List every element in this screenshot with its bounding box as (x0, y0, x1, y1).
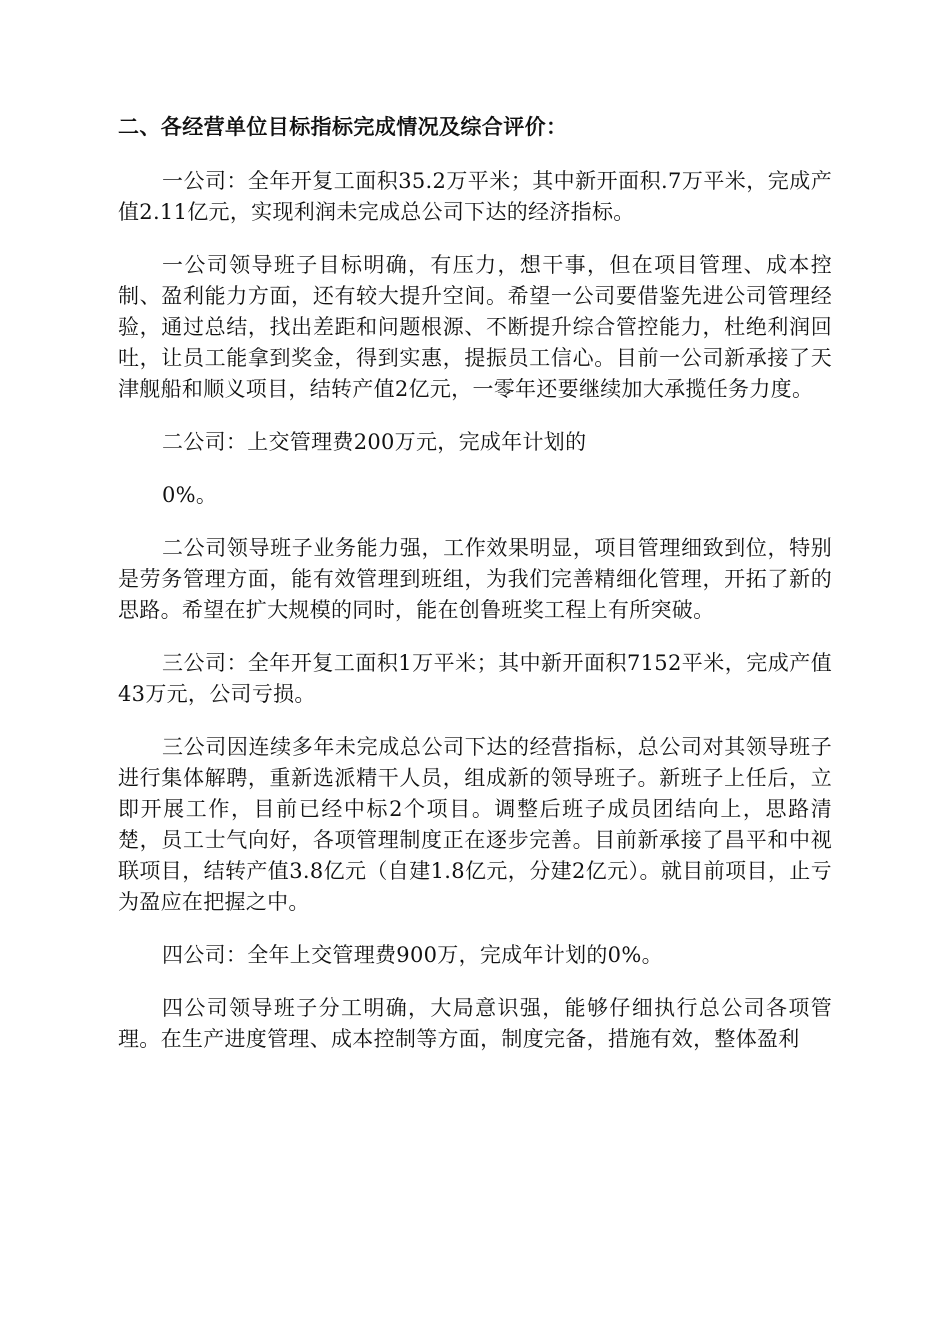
section-heading: 二、各经营单位目标指标完成情况及综合评价： (118, 115, 568, 139)
paragraph-company-4-summary: 四公司：全年上交管理费900万，完成年计划的0%。 (162, 943, 663, 967)
paragraph-company-3-evaluation: 三公司因连续多年未完成总公司下达的经营指标，总公司对其领导班子进行集体解聘，重新选派精干人员，组成新的领导班子。新班子上任后，立即开展工作，目前已经中标2个项目。调整后班子成员团结向上，思路清楚，员工士气向好，各项管理制度正在逐步完善。目前新承接了昌平和中视联项目，结转产值3.8亿元（自建1.8亿元，分建2亿元）。就目前项目，止亏为盈应在把握之中。 (118, 735, 832, 914)
paragraph-company-2-summary-cont: 0%。 (162, 483, 218, 507)
paragraph-company-1-summary: 一公司：全年开复工面积35.2万平米；其中新开面积.7万平米，完成产值2.11亿元，实现利润未完成总公司下达的经济指标。 (118, 169, 832, 224)
paragraph-company-3-summary: 三公司：全年开复工面积1万平米；其中新开面积7152平米，完成产值43万元，公司亏损。 (118, 651, 832, 706)
paragraph-company-2-evaluation: 二公司领导班子业务能力强，工作效果明显，项目管理细致到位，特别是劳务管理方面，能有效管理到班组，为我们完善精细化管理，开拓了新的思路。希望在扩大规模的同时，能在创鲁班奖工程上有所突破。 (118, 536, 832, 622)
paragraph-company-2-summary: 二公司：上交管理费200万元，完成年计划的 (162, 430, 587, 454)
paragraph-company-1-evaluation: 一公司领导班子目标明确，有压力，想干事，但在项目管理、成本控制、盈利能力方面，还有较大提升空间。希望一公司要借鉴先进公司管理经验，通过总结，找出差距和问题根源、不断提升综合管控能力，杜绝利润回吐，让员工能拿到奖金，得到实惠，提振员工信心。目前一公司新承接了天津舰船和顺义项目，结转产值2亿元，一零年还要继续加大承揽任务力度。 (118, 253, 832, 401)
paragraph-company-4-evaluation: 四公司领导班子分工明确，大局意识强，能够仔细执行总公司各项管理。在生产进度管理、成本控制等方面，制度完备，措施有效，整体盈利 (118, 996, 832, 1051)
